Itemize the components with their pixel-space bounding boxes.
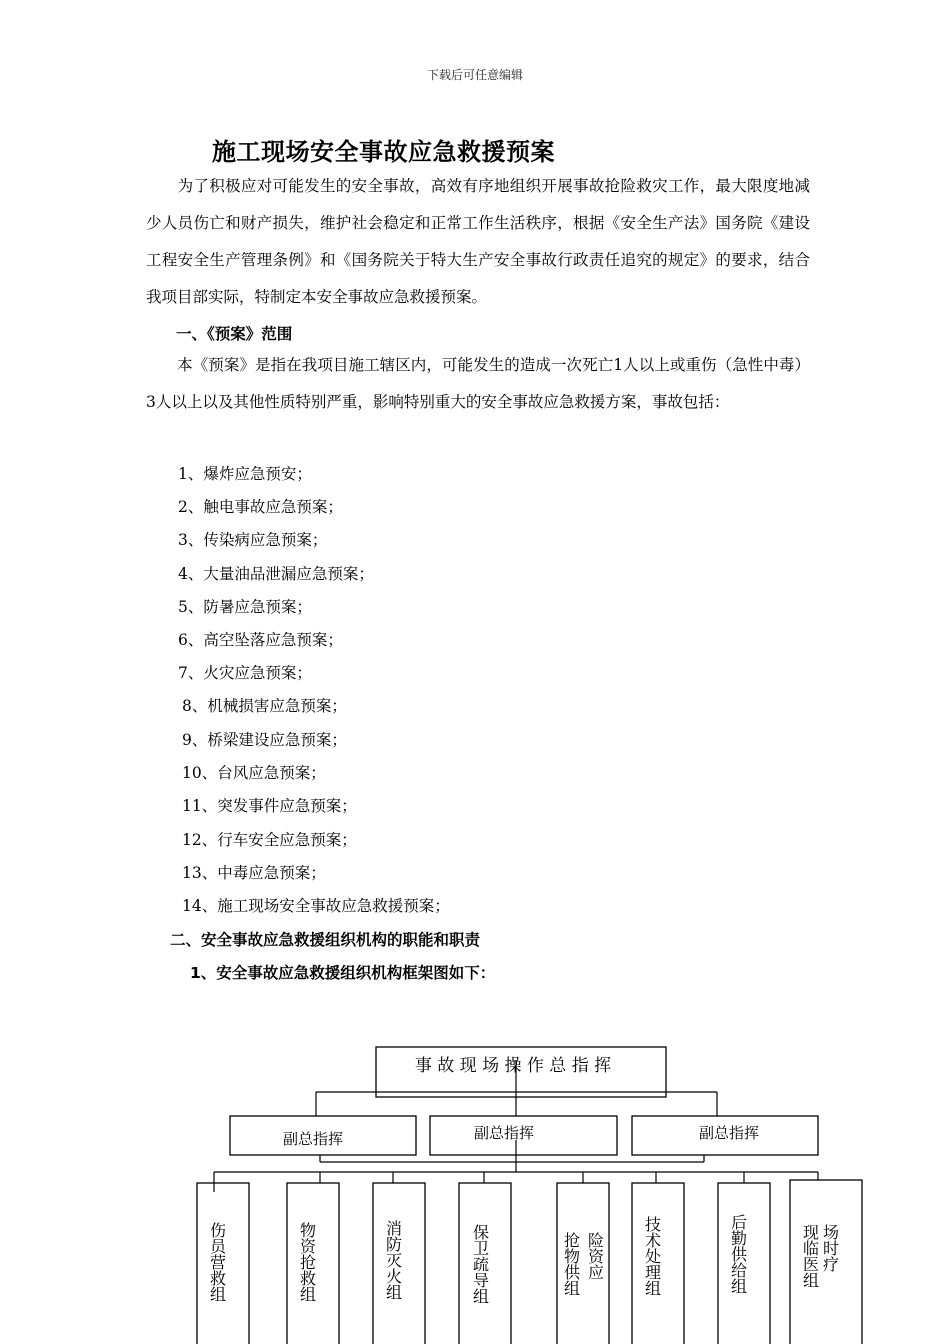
list-item: 14、施工现场安全事故应急救援预案；	[182, 897, 450, 915]
group-label: 保卫疏导组	[470, 1224, 490, 1304]
group-label: 伤员营救组	[207, 1222, 227, 1302]
header-note: 下载后可任意编辑	[426, 68, 523, 82]
list-item: 1、爆炸应急预安；	[178, 465, 312, 483]
document-title: 施工现场安全事故应急救援预案	[212, 137, 555, 166]
section1-body: 本《预案》是指在我项目施工辖区内，可能发生的造成一次死亡1人以上或重伤（急性中毒）3人以上以及其他性质特别严重，影响特别重大的安全事故应急救援方案，事故包括：	[146, 356, 810, 411]
list-item: 2、触电事故应急预案；	[178, 498, 343, 516]
group-label: 物资抢救组	[297, 1222, 317, 1302]
group-label: 技术处理组	[642, 1216, 662, 1296]
group-label: 消防灭火组	[383, 1220, 403, 1300]
section2-heading: 二、安全事故应急救援组织机构的职能和职责	[170, 931, 481, 949]
group-label: 抢物供组	[561, 1232, 581, 1296]
list-item: 13、中毒应急预案；	[182, 864, 326, 882]
section2-subheading: 1、安全事故应急救援组织机构框架图如下：	[190, 964, 496, 982]
list-item: 8、机械损害应急预案；	[182, 697, 347, 715]
group-label: 后勤供给组	[728, 1214, 748, 1294]
list-item: 4、大量油品泄漏应急预案；	[178, 565, 374, 583]
list-item: 12、行车安全应急预案；	[182, 831, 357, 849]
deputy-label: 副总指挥	[473, 1124, 535, 1142]
list-item: 6、高空坠落应急预案；	[178, 631, 343, 649]
deputy-label: 副总指挥	[698, 1124, 760, 1142]
section1-heading: 一、《预案》范围	[176, 325, 293, 343]
list-item: 3、传染病应急预案；	[178, 531, 328, 549]
list-item: 7、火灾应急预案；	[178, 664, 312, 682]
group-label: 场时疗	[820, 1224, 840, 1272]
list-item: 10、台风应急预案；	[182, 764, 326, 782]
list-item: 5、防暑应急预案；	[178, 598, 312, 616]
group-label: 险资应	[585, 1232, 605, 1280]
intro-paragraph: 为了积极应对可能发生的安全事故，高效有序地组织开展事故抢险救灾工作，最大限度地减少人员伤亡和财产损失，维护社会稳定和正常工作生活秩序，根据《安全生产法》国务院《建设工程安全生产管理条例》和《国务院关于特大生产安全事故行政责任追究的规定》的要求，结合我项目部实际，特制定本安全事故应急救援预案。	[146, 177, 810, 306]
list-item: 11、突发事件应急预案；	[182, 797, 357, 815]
org-top-label: 事 故 现 场 操 作 总 指 挥	[414, 1056, 612, 1076]
deputy-label: 副总指挥	[282, 1130, 344, 1148]
group-label: 现临医组	[800, 1224, 820, 1288]
list-item: 9、桥梁建设应急预案；	[182, 731, 347, 749]
